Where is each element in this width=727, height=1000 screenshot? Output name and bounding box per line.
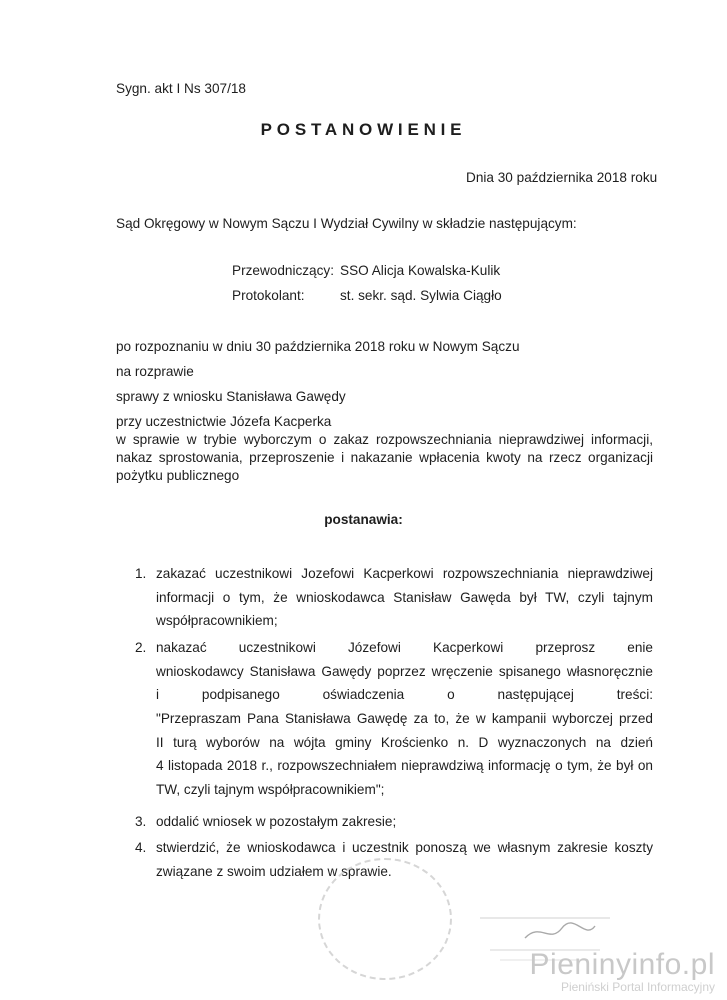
court-composition: Sąd Okręgowy w Nowym Sączu I Wydział Cywilny w składzie następującym: (116, 216, 577, 231)
watermark-logo: Pieninyinfo.pl (529, 948, 715, 981)
intro-line-5: w sprawie w trybie wyborczym o zakaz rozpowszechniania nieprawdziwej informacji, (116, 432, 653, 447)
item-line: współpracownikiem; (156, 613, 278, 629)
intro-line-2: na rozprawie (116, 364, 194, 379)
decision-heading: postanawia: (324, 512, 403, 527)
case-signature: Sygn. akt I Ns 307/18 (116, 81, 246, 96)
watermark-tagline: Pieniński Portal Informacyjny (560, 980, 715, 994)
document-title: POSTANOWIENIE (260, 120, 467, 139)
item-line: i podpisanego oświadczenia o następującej treści: (156, 687, 653, 703)
item-line: informacji o tym, że wnioskodawca Stanisław Gawęda był TW, czyli tajnym (156, 589, 653, 605)
portal-watermark (530, 948, 715, 994)
item-line: wnioskodawcy Stanisława Gawędy poprzez wręczenie spisanego własnoręcznie (156, 663, 653, 679)
document-date: Dnia 30 października 2018 roku (466, 170, 658, 185)
intro-line-4: przy uczestnictwie Józefa Kacperka (116, 414, 332, 429)
item-number: 4. (135, 840, 147, 855)
item-line: "Przepraszam Pana Stanisława Gawędę za to, że w kampanii wyborczej przed (156, 711, 653, 727)
item-line: zakazać uczestnikowi Jozefowi Kacperkowi rozpowszechniania nieprawdziwej (156, 566, 653, 581)
presiding-name: SSO Alicja Kowalska-Kulik (340, 263, 501, 278)
item-line: II turą wyborów na wójta gminy Krościenko n. D wyznaczonych na dzień (156, 734, 653, 750)
item-line: oddalić wniosek w pozostałym zakresie; (156, 814, 397, 829)
item-number: 1. (135, 566, 147, 581)
item-line: TW, czyli tajnym współpracownikiem"; (156, 782, 385, 798)
item-line: stwierdzić, że wnioskodawca i uczestnik ponoszą we własnym zakresie koszty (156, 840, 653, 855)
decision-item-1 (156, 562, 653, 633)
intro-line-7: pożytku publicznego (116, 468, 240, 483)
decision-item-3 (156, 810, 653, 834)
item-line: nakazać uczestnikowi Józefowi Kacperkowi przeprosz enie (156, 640, 653, 655)
intro-line-1: po rozpoznaniu w dniu 30 października 2018 roku w Nowym Sączu (116, 339, 520, 354)
intro-line-3: sprawy z wniosku Stanisława Gawędy (116, 389, 346, 404)
item-number: 2. (135, 640, 147, 655)
court-stamp (318, 858, 452, 980)
clerk-label: Protokolant: (232, 288, 305, 303)
item-line: związane z swoim udziałem w sprawie. (156, 863, 392, 879)
decision-item-2 (156, 636, 653, 802)
intro-line-6: nakaz sprostowania, przeproszenie i nakazanie wpłacenia kwoty na rzecz organizacji (116, 450, 653, 465)
item-line: 4 listopada 2018 r., rozpowszechniałem nieprawdziwą informację o tym, że był on (156, 758, 653, 774)
item-number: 3. (135, 814, 147, 829)
presiding-label: Przewodniczący: (232, 263, 334, 278)
clerk-name: st. sekr. sąd. Sylwia Ciągło (340, 288, 502, 303)
